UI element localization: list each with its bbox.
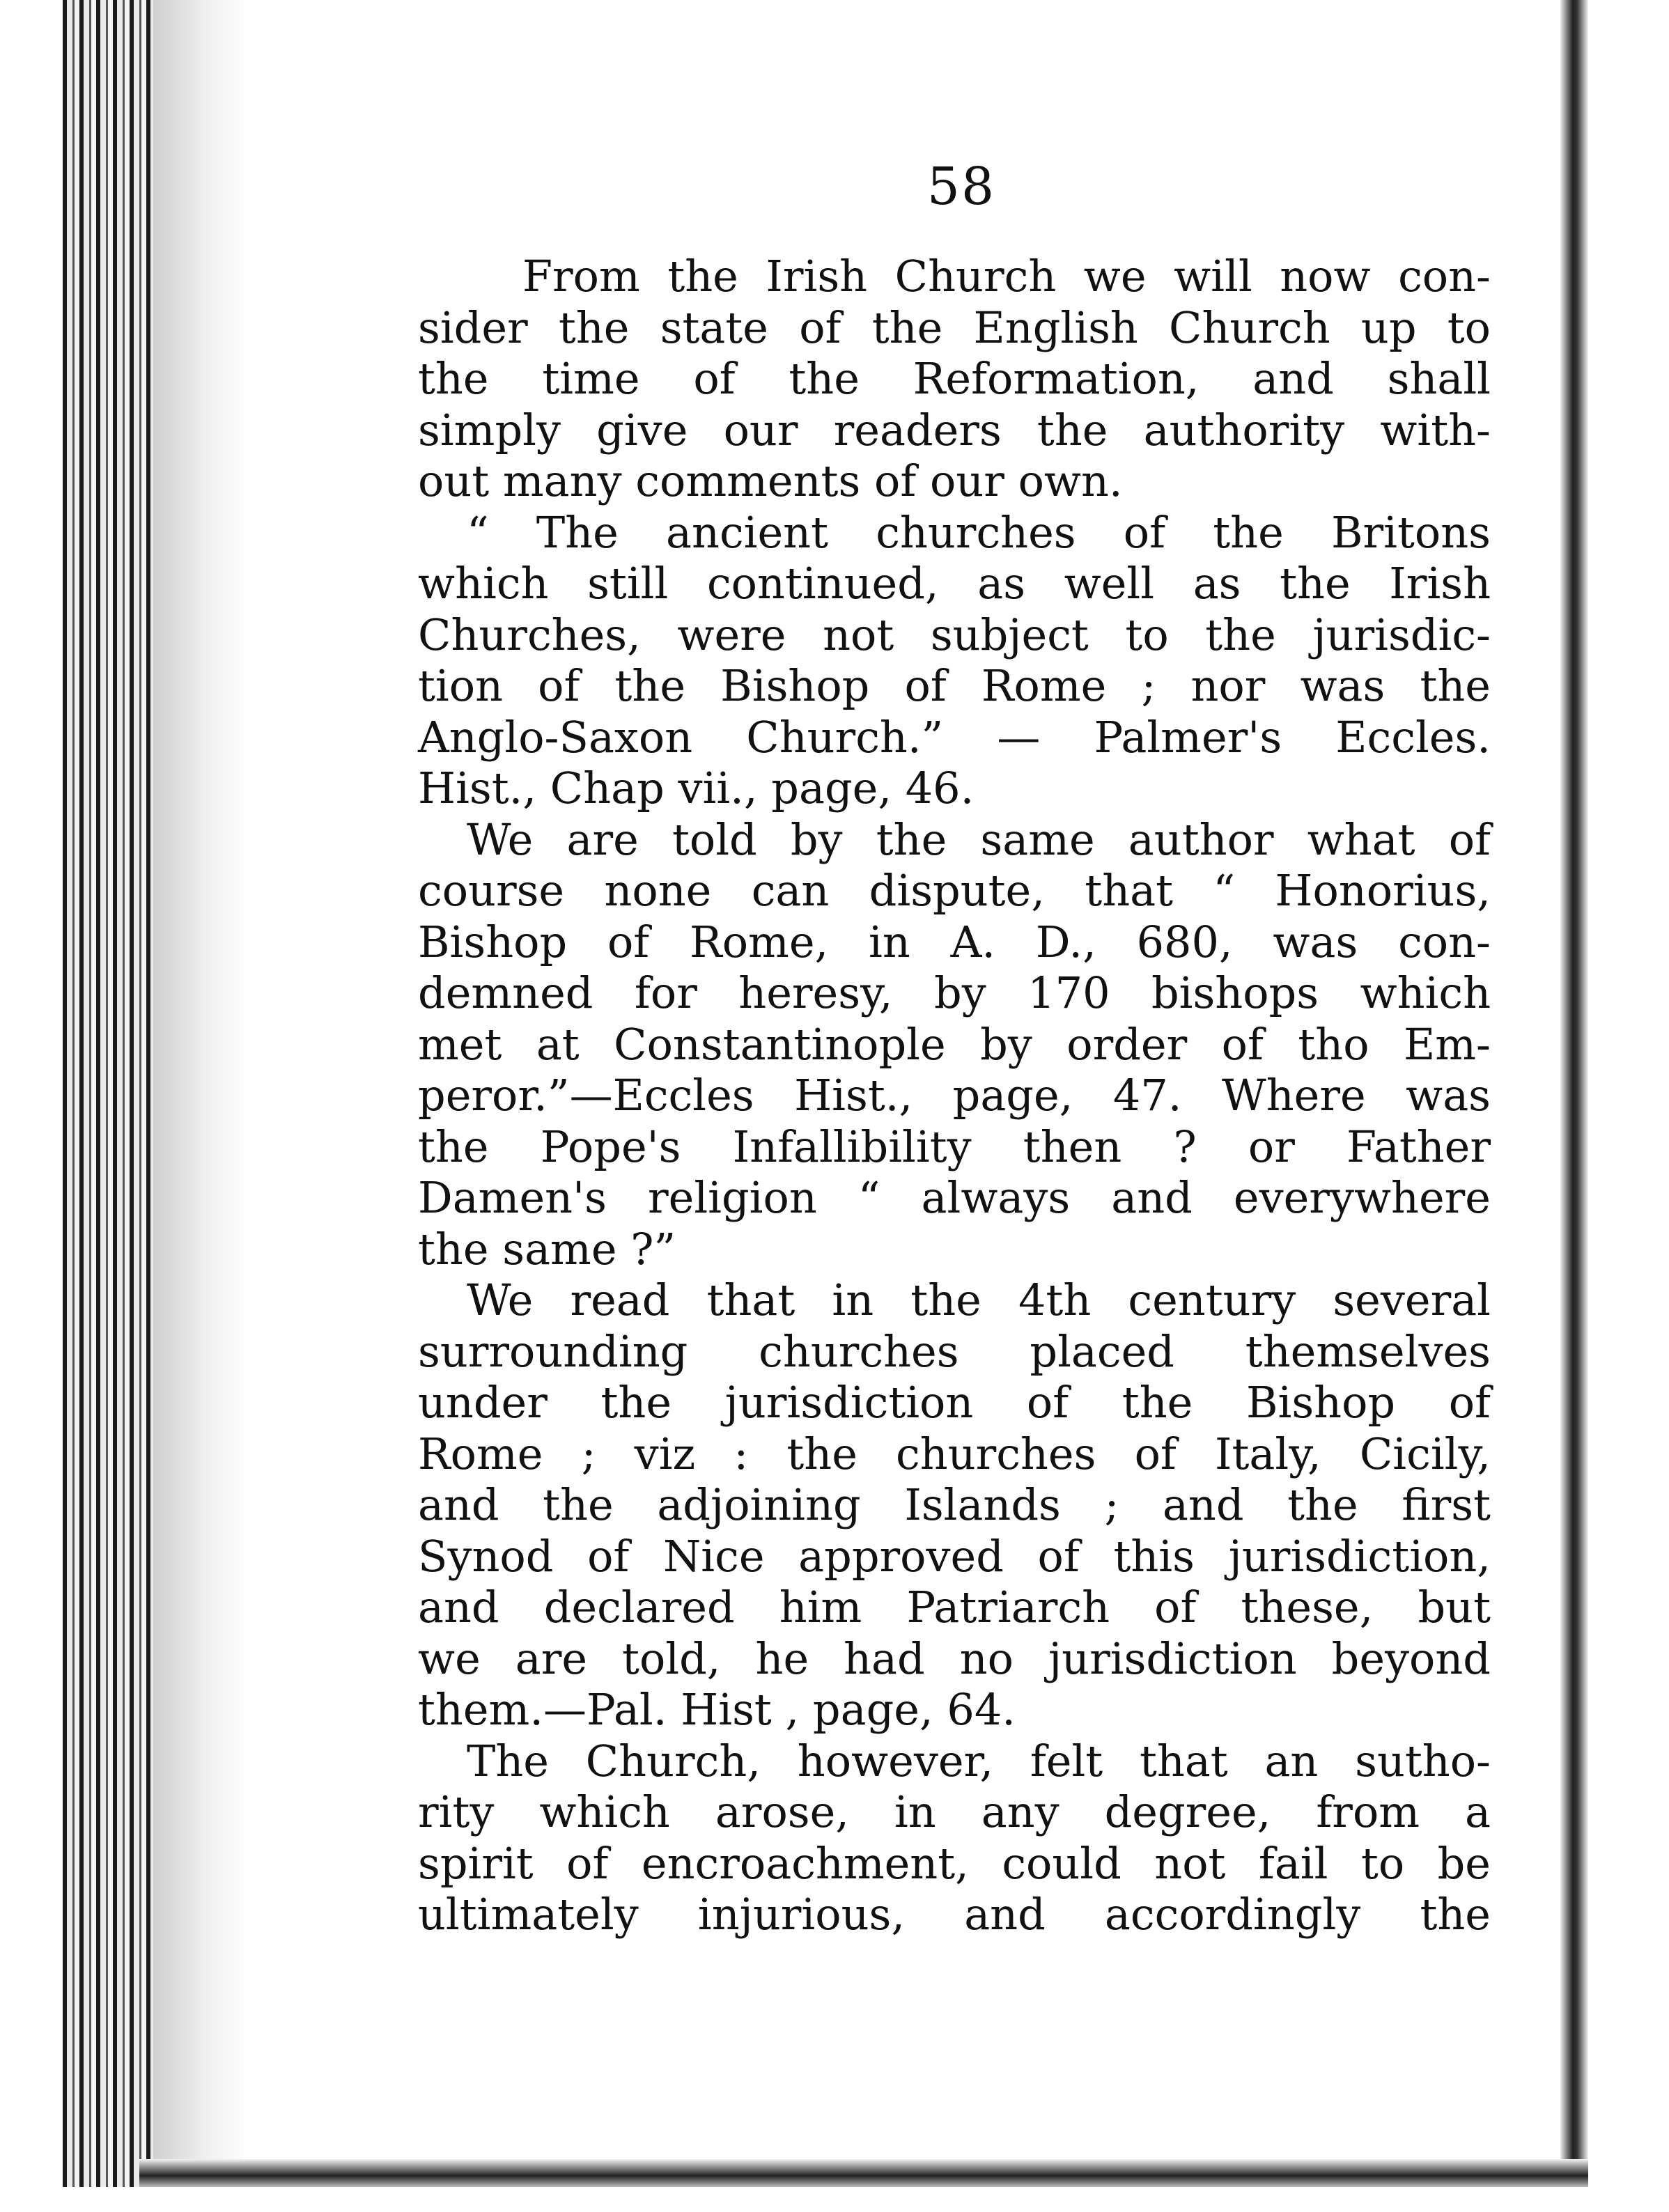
- page-number: 58: [926, 157, 996, 217]
- text-line: them.—Pal. Hist , page, 64.: [418, 1684, 1016, 1735]
- text-line: and the adjoining Islands ; and the first: [418, 1479, 1491, 1530]
- text-line: course none can dispute, that “ Honorius,: [418, 865, 1491, 916]
- text-line: Churches, were not subject to the jurisdic-: [418, 609, 1491, 660]
- scan-margin-bottom: [0, 2187, 1669, 2212]
- text-line: Damen's religion “ always and everywhere: [418, 1172, 1491, 1223]
- paragraph-4: [418, 1275, 1491, 1736]
- text-line: Synod of Nice approved of this jurisdiction,: [418, 1530, 1491, 1582]
- gutter-shadow: [153, 0, 251, 2212]
- text-line: which still continued, as well as the Irish: [418, 558, 1491, 609]
- paragraph-2: [418, 507, 1491, 814]
- text-line: Anglo-Saxon Church.” — Palmer's Eccles.: [418, 711, 1491, 763]
- scan-margin-left: [0, 0, 63, 2212]
- text-line: rity which arose, in any degree, from a: [418, 1786, 1491, 1837]
- text-line: ultimately injurious, and accordingly the: [418, 1889, 1491, 1940]
- text-line: under the jurisdiction of the Bishop of: [418, 1377, 1491, 1428]
- text-line: From the Irish Church we will now con-: [522, 251, 1491, 302]
- text-line: out many comments of our own.: [418, 455, 1123, 506]
- text-line: the Pope's Infallibility then ? or Father: [418, 1121, 1491, 1172]
- scan-margin-right: [1588, 0, 1669, 2212]
- text-line: the same ?”: [418, 1223, 676, 1275]
- text-line: sider the state of the English Church up to: [418, 302, 1491, 353]
- text-line: Bishop of Rome, in A. D., 680, was con-: [418, 916, 1491, 967]
- book-binding-edge: [63, 0, 153, 2212]
- text-line: peror.”—Eccles Hist., page, 47. Where was: [418, 1070, 1491, 1121]
- text-line: Rome ; viz : the churches of Italy, Cicily,: [418, 1428, 1491, 1479]
- text-line: we are told, he had no jurisdiction beyond: [418, 1633, 1491, 1684]
- text-line: We read that in the 4th century several: [467, 1275, 1491, 1325]
- paragraph-3: [418, 814, 1491, 1275]
- body-text: [418, 251, 1491, 1940]
- text-line: The Church, however, felt that an sutho-: [467, 1735, 1491, 1786]
- text-line: the time of the Reformation, and shall: [418, 353, 1491, 404]
- page-edge-right: [1560, 0, 1588, 2212]
- text-line: demned for heresy, by 170 bishops which: [418, 967, 1491, 1018]
- paragraph-5: [418, 1736, 1491, 1940]
- text-line: tion of the Bishop of Rome ; nor was the: [418, 660, 1491, 711]
- text-line: met at Constantinople by order of tho Em-: [418, 1018, 1491, 1070]
- page-edge-bottom: [139, 2159, 1588, 2187]
- text-line: We are told by the same author what of: [467, 813, 1491, 865]
- text-line: Hist., Chap vii., page, 46.: [418, 763, 975, 813]
- text-line: simply give our readers the authority with-: [418, 404, 1491, 455]
- paragraph-1: [418, 251, 1491, 507]
- text-line: spirit of encroachment, could not fail to be: [418, 1837, 1491, 1889]
- text-line: “ The ancient churches of the Britons: [467, 506, 1491, 558]
- text-line: and declared him Patriarch of these, but: [418, 1582, 1491, 1633]
- text-line: surrounding churches placed themselves: [418, 1325, 1491, 1377]
